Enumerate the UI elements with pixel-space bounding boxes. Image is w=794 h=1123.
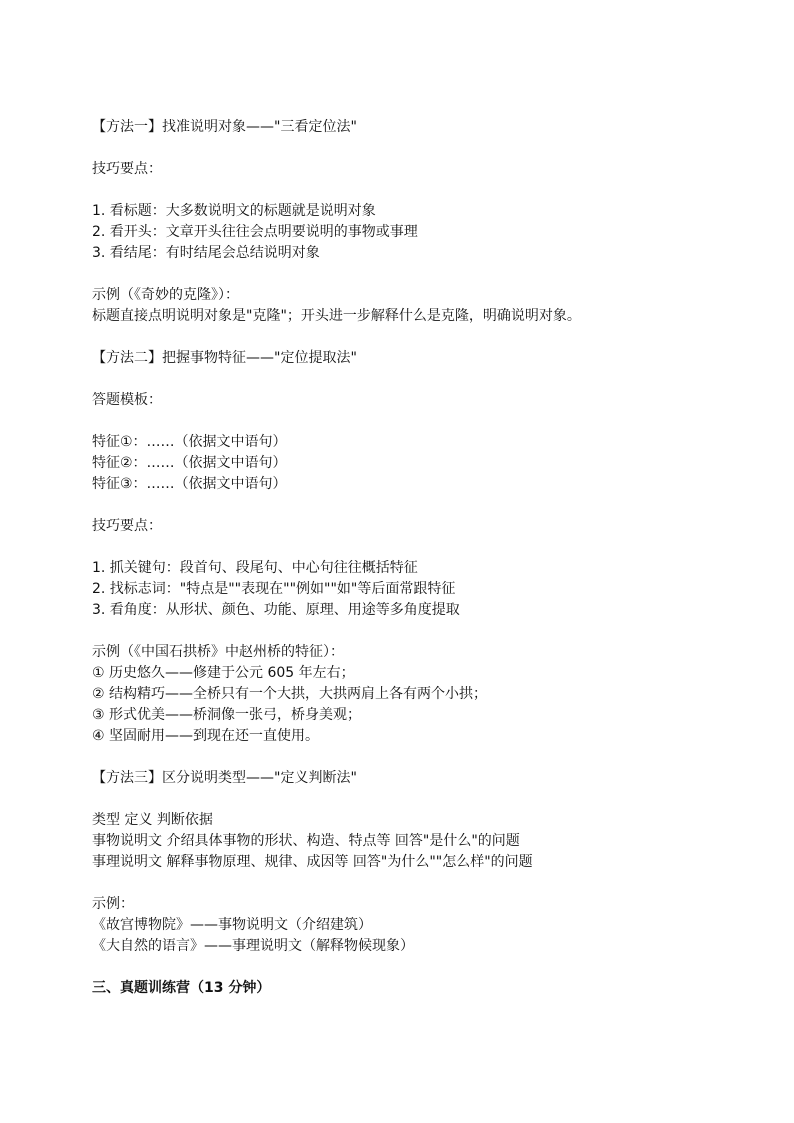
section-3-title: 三、真题训练营（13 分钟）: [92, 980, 271, 996]
method-3-table-header: 类型 定义 判断依据: [92, 812, 213, 828]
method-2-template-label: 答题模板：: [92, 392, 162, 408]
method-3-table-row: 事理说明文 解释事物原理、规律、成因等 回答"为什么""怎么样"的问题: [92, 854, 533, 870]
method-2-tip-item: 3. 看角度：从形状、颜色、功能、原理、用途等多角度提取: [92, 602, 460, 618]
method-2-tip-item: 1. 抓关键句：段首句、段尾句、中心句往往概括特征: [92, 560, 418, 576]
method-2-example-item: ③ 形式优美——桥洞像一张弓，桥身美观；: [92, 707, 361, 723]
method-2-template-item: 特征③：……（依据文中语句）: [92, 476, 287, 492]
method-2-template-item: 特征①：……（依据文中语句）: [92, 434, 287, 450]
method-2-example-label: 示例（《中国石拱桥》中赵州桥的特征）：: [92, 644, 344, 660]
method-3-example-item: 《故宫博物院》——事物说明文（介绍建筑）: [92, 917, 372, 933]
method-1-example-text: 标题直接点明说明对象是"克隆"；开头进一步解释什么是克隆，明确说明对象。: [92, 308, 581, 324]
method-1-tip-item: 1. 看标题：大多数说明文的标题就是说明对象: [92, 203, 376, 219]
method-1-tip-item: 2. 看开头：文章开头往往会点明要说明的事物或事理: [92, 224, 418, 240]
method-1-tip-item: 3. 看结尾：有时结尾会总结说明对象: [92, 245, 320, 261]
method-3-title: 【方法三】区分说明类型——"定义判断法": [92, 770, 357, 786]
method-3-table-row: 事物说明文 介绍具体事物的形状、构造、特点等 回答"是什么"的问题: [92, 833, 520, 849]
method-2-example-item: ① 历史悠久——修建于公元 605 年左右；: [92, 665, 355, 681]
method-2-tip-item: 2. 找标志词："特点是""表现在""例如""如"等后面常跟特征: [92, 581, 456, 597]
method-2-example-item: ② 结构精巧——全桥只有一个大拱，大拱两肩上各有两个小拱；: [92, 686, 487, 702]
method-2-template-item: 特征②：……（依据文中语句）: [92, 455, 287, 471]
method-3-example-label: 示例：: [92, 896, 134, 912]
method-1-tip-label: 技巧要点：: [92, 161, 162, 177]
method-2-title: 【方法二】把握事物特征——"定位提取法": [92, 350, 357, 366]
method-1-example-label: 示例（《奇妙的克隆》）：: [92, 287, 239, 303]
method-3-example-item: 《大自然的语言》——事理说明文（解释物候现象）: [92, 938, 414, 954]
document-content: [92, 117, 732, 999]
method-2-example-item: ④ 坚固耐用——到现在还一直使用。: [92, 728, 320, 744]
method-2-tip-label: 技巧要点：: [92, 518, 162, 534]
method-1-title: 【方法一】找准说明对象——"三看定位法": [92, 119, 357, 135]
